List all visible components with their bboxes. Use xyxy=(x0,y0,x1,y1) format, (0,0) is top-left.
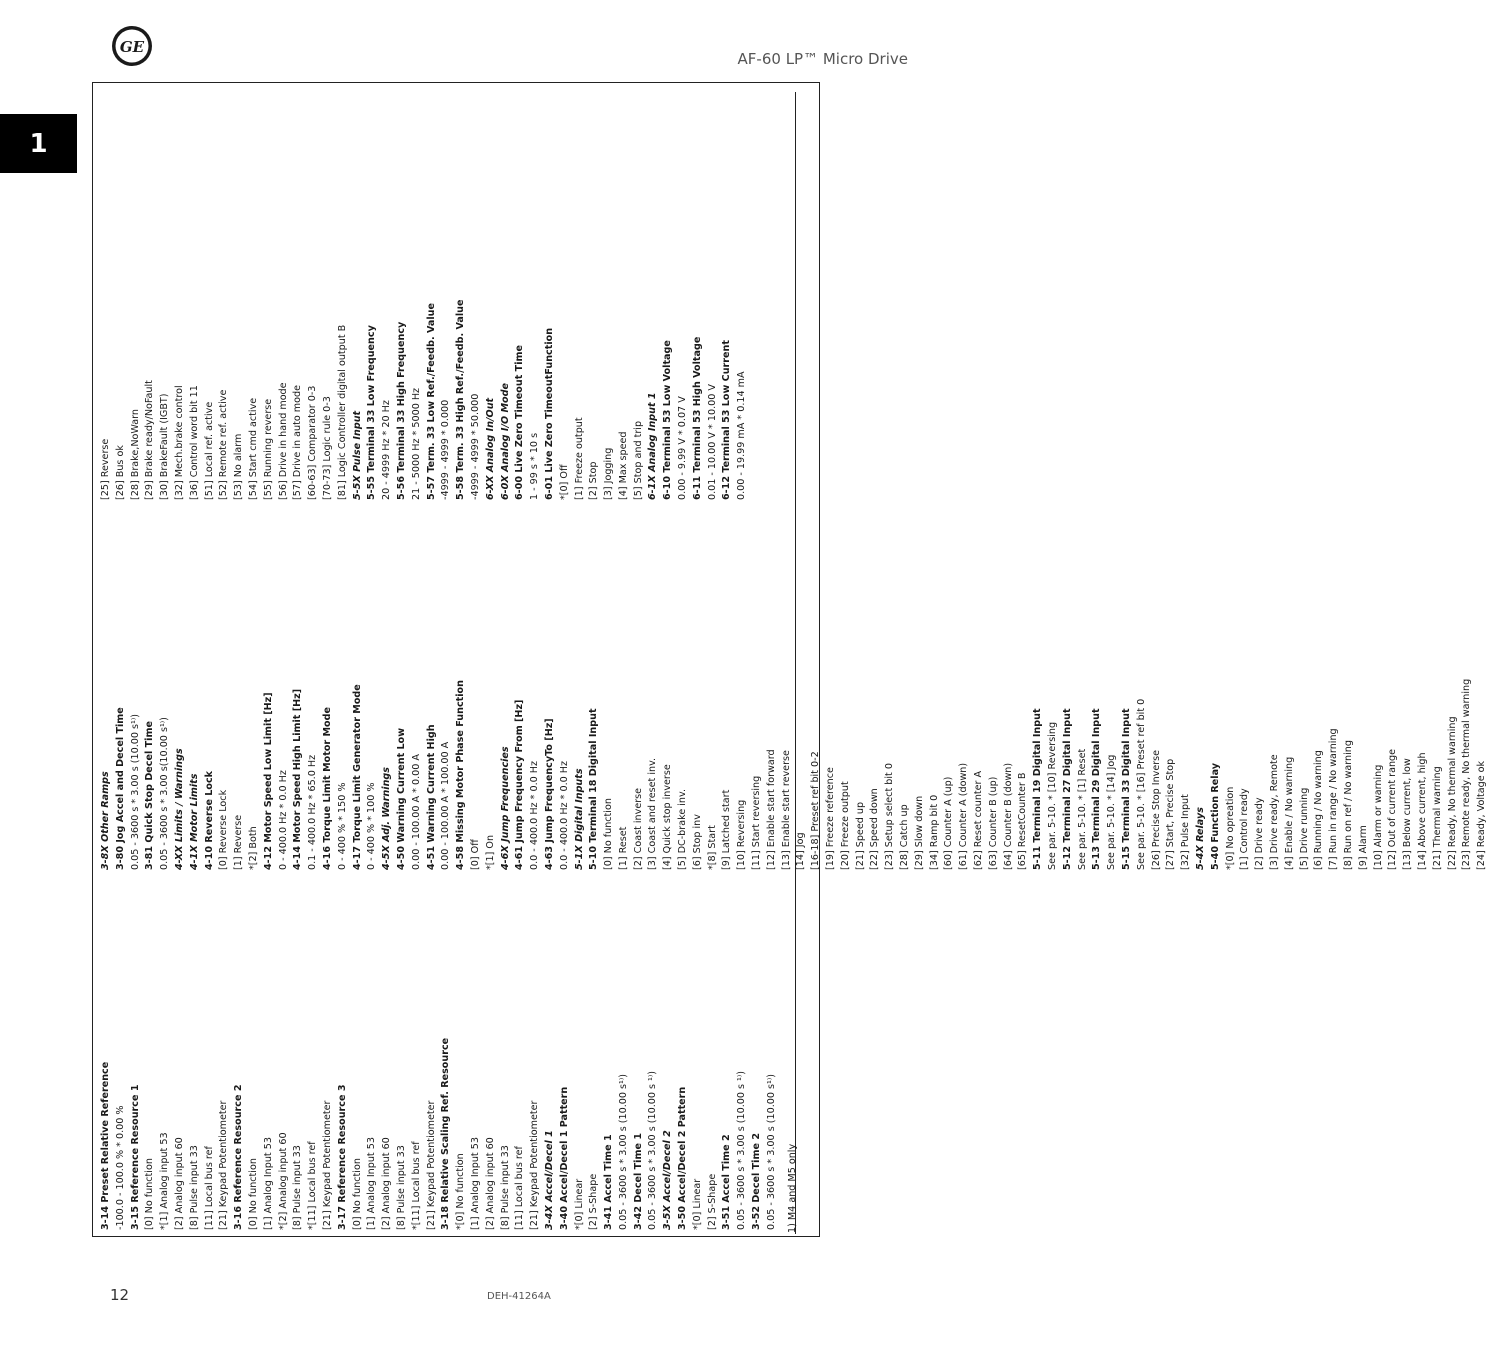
parameter-line: *[0] No function xyxy=(455,1153,467,1230)
parameter-line: -100.0 - 100.0 % * 0.00 % xyxy=(114,1105,126,1230)
parameter-heading: 5-40 Function Relay xyxy=(1209,762,1221,870)
parameter-heading: 3-52 Decel Time 2 xyxy=(751,1133,763,1230)
parameter-line: 0.0 - 400.0 Hz * 0.0 Hz xyxy=(558,760,570,870)
parameter-line: [13] Enable start reverse xyxy=(780,750,792,870)
parameter-heading: 3-17 Reference Resource 3 xyxy=(336,1084,348,1230)
parameter-line: [3] Jogging xyxy=(603,447,615,500)
parameter-line: [0] No function xyxy=(247,1158,259,1230)
parameter-line: 0.05 - 3600 s * 3.00 s (10.00 s¹⁾) xyxy=(129,714,141,870)
parameter-line: 1 - 99 s * 10 s xyxy=(529,432,541,500)
parameter-line: [3] Drive ready, Remote xyxy=(1268,754,1280,870)
parameter-line: [22] Speed down xyxy=(869,788,881,870)
parameter-line: [32] Mech.brake control xyxy=(173,385,185,500)
parameter-column-2 xyxy=(99,679,1490,870)
parameter-line: [21] Keypad Potentiometer xyxy=(321,1100,333,1230)
parameter-line: [28] Brake,NoWarn xyxy=(129,409,141,500)
parameter-line: 0.01 - 10.00 V * 10.00 V xyxy=(706,384,718,500)
parameter-heading: 3-41 Accel Time 1 xyxy=(603,1134,615,1230)
parameter-line: [61] Counter A (down) xyxy=(958,762,970,870)
parameter-heading: 4-12 Motor Speed Low Limit [Hz] xyxy=(262,692,274,870)
parameter-line: [10] Alarm or warning xyxy=(1372,764,1384,870)
parameter-line: *[0] Linear xyxy=(573,1178,585,1230)
parameter-line: [23] Remote ready, No thermal warning xyxy=(1461,678,1473,870)
parameter-line: [57] Drive in auto mode xyxy=(292,384,304,500)
parameter-line: [0] No function xyxy=(144,1158,156,1230)
parameter-line: 21 - 5000 Hz * 5000 Hz xyxy=(410,387,422,500)
parameter-heading: 5-13 Terminal 29 Digital Input xyxy=(1091,708,1103,870)
parameter-line: [63] Counter B (up) xyxy=(987,776,999,870)
parameter-line: [70-73] Logic rule 0-3 xyxy=(321,396,333,500)
parameter-line: [6] Running / No warning xyxy=(1313,750,1325,870)
parameter-line: *[11] Local bus ref xyxy=(410,1141,422,1230)
parameter-line: 0.0 - 400.0 Hz * 0.0 Hz xyxy=(529,760,541,870)
parameter-line: [7] Run in range / No warning xyxy=(1328,728,1340,870)
parameter-column-3 xyxy=(99,300,750,500)
parameter-heading: 4-50 Warning Current Low xyxy=(395,727,407,870)
parameter-line: [22] Ready, No thermal warning xyxy=(1446,716,1458,870)
parameter-heading: 4-16 Torque Limit Motor Mode xyxy=(321,707,333,870)
parameter-heading: 3-4X Accel/Decel 1 xyxy=(543,1130,555,1230)
parameter-heading: 4-5X Adj. Warnings xyxy=(381,766,393,870)
parameter-line: [21] Keypad Potentiometer xyxy=(218,1100,230,1230)
document-title: AF-60 LP™ Micro Drive xyxy=(737,50,908,68)
parameter-line: [51] Local ref. active xyxy=(203,401,215,500)
parameter-line: [56] Drive in hand mode xyxy=(277,382,289,500)
parameter-line: [8] Pulse input 33 xyxy=(395,1145,407,1230)
parameter-heading: 6-XX Analog In/Out xyxy=(484,397,496,500)
parameter-line: *[0] Linear xyxy=(691,1178,703,1230)
parameter-line: [8] Run on ref / No warning xyxy=(1342,740,1354,870)
parameter-line: [13] Below current, low xyxy=(1402,758,1414,870)
parameter-line: [1] Control ready xyxy=(1239,788,1251,870)
parameter-line: 0 - 400 % * 150 % xyxy=(336,782,348,870)
parameter-line: [5] DC-brake inv. xyxy=(677,789,689,870)
parameter-heading: 5-58 Term. 33 High Ref./Feedb. Value xyxy=(455,299,467,500)
parameter-line: [1] Analog Input 53 xyxy=(469,1137,481,1230)
parameter-line: [9] Latched start xyxy=(721,789,733,870)
parameter-line: [14] Above current, high xyxy=(1416,752,1428,870)
parameter-line: [55] Running reverse xyxy=(262,398,274,500)
parameter-line: [27] Start, Precise Stop xyxy=(1165,758,1177,870)
parameter-heading: 4-17 Torque Limit Generator Mode xyxy=(351,684,363,870)
parameter-line: *[2] Both xyxy=(247,826,259,870)
parameter-line: [4] Max speed xyxy=(617,431,629,500)
parameter-line: [8] Pulse input 33 xyxy=(499,1145,511,1230)
parameter-line: [30] BrakeFault (IGBT) xyxy=(159,393,171,500)
parameter-line: [29] Brake ready/NoFault xyxy=(144,380,156,500)
parameter-line: [24] Ready, Voltage ok xyxy=(1476,760,1488,870)
parameter-heading: 5-10 Terminal 18 Digital Input xyxy=(588,708,600,870)
parameter-heading: 5-11 Terminal 19 Digital Input xyxy=(1032,708,1044,870)
parameter-heading: 3-16 Reference Resource 2 xyxy=(233,1084,245,1230)
parameter-line: [12] Enable start forward xyxy=(765,749,777,870)
parameter-heading: 3-5X Accel/Decel 2 xyxy=(662,1130,674,1230)
parameter-heading: 3-14 Preset Relative Reference xyxy=(100,1061,111,1230)
parameter-heading: 3-18 Relative Scaling Ref. Resource xyxy=(440,1037,452,1230)
parameter-heading: 5-5X Pulse Input xyxy=(351,410,363,500)
parameter-line: [3] Coast and reset inv. xyxy=(647,757,659,870)
parameter-line: [2] Coast inverse xyxy=(632,787,644,870)
parameter-line: [81] Logic Controller digital output B xyxy=(336,324,348,500)
parameter-line: [54] Start cmd active xyxy=(247,397,259,500)
parameter-line: [60] Counter A (up) xyxy=(943,776,955,870)
parameter-line: [2] Analog input 60 xyxy=(484,1137,496,1230)
parameter-line: [1] Analog Input 53 xyxy=(262,1137,274,1230)
parameter-line: 20 - 4999 Hz * 20 Hz xyxy=(381,400,393,500)
parameter-line: [9] Alarm xyxy=(1357,825,1369,870)
ge-logo-icon xyxy=(110,24,154,68)
parameter-line: [64] Counter B (down) xyxy=(1002,762,1014,870)
parameter-heading: 4-XX Limits / Warnings xyxy=(173,748,185,870)
parameter-line: [0] No function xyxy=(351,1158,363,1230)
parameter-heading: 3-80 Jog Accel and Decel Time xyxy=(114,707,126,870)
parameter-line: [60-63] Comparator 0-3 xyxy=(307,385,319,500)
parameter-heading: 4-51 Warning Current High xyxy=(425,724,437,870)
parameter-heading: 5-55 Terminal 33 Low Frequency xyxy=(366,325,378,500)
parameter-line: [0] Reverse Lock xyxy=(218,789,230,870)
parameter-line: 0.00 - 100.00 A * 100.00 A xyxy=(440,741,452,870)
parameter-line: [19] Freeze reference xyxy=(825,767,837,870)
parameter-line: [0] No function xyxy=(603,798,615,870)
parameter-heading: 4-61 Jump Frequency From [Hz] xyxy=(514,699,526,870)
parameter-line: [25] Reverse xyxy=(100,438,111,500)
parameter-heading: 4-63 Jump FrequencyTo [Hz] xyxy=(543,718,555,870)
parameter-line: [11] Local bus ref xyxy=(203,1146,215,1230)
svg-text:GE: GE xyxy=(119,38,145,56)
parameter-line: *[11] Local bus ref xyxy=(307,1141,319,1230)
parameter-line: [1] Reverse xyxy=(233,814,245,870)
parameter-heading: 5-15 Terminal 33 Digital Input xyxy=(1120,708,1132,870)
parameter-line: [23] Setup select bit 0 xyxy=(884,763,896,870)
parameter-line: *[1] Analog input 53 xyxy=(159,1132,171,1230)
parameter-line: [14] Jog xyxy=(795,832,807,870)
parameter-line: 0.00 - 100.00 A * 0.00 A xyxy=(410,754,422,870)
parameter-line: [20] Freeze output xyxy=(839,781,851,870)
parameter-line: [32] Pulse Input xyxy=(1180,794,1192,870)
parameter-heading: 6-0X Analog I/O Mode xyxy=(499,383,511,500)
parameter-heading: 3-15 Reference Resource 1 xyxy=(129,1084,141,1230)
parameter-line: [11] Start reversing xyxy=(751,775,763,870)
parameter-line: [21] Keypad Potentiometer xyxy=(425,1100,437,1230)
parameter-line: See par. 5-10. * [14] Jog xyxy=(1106,754,1118,870)
parameter-line: 0.05 - 3600 s * 3.00 s(10.00 s¹⁾) xyxy=(159,717,171,870)
parameter-line: [5] Stop and trip xyxy=(632,420,644,500)
parameter-line: [4] Quick stop inverse xyxy=(662,764,674,870)
parameter-line: [10] Reversing xyxy=(736,799,748,870)
parameter-line: [0] Off xyxy=(469,839,481,870)
parameter-line: [5] Drive running xyxy=(1298,787,1310,870)
parameter-line: [16-18] Preset ref bit 0-2 xyxy=(810,751,822,870)
rotated-content xyxy=(97,103,1488,1233)
parameter-heading: 6-10 Terminal 53 Low Voltage xyxy=(662,340,674,500)
parameter-heading: 3-40 Accel/Decel 1 Pattern xyxy=(558,1086,570,1230)
parameter-line: [4] Enable / No warning xyxy=(1283,756,1295,870)
parameter-heading: 4-14 Motor Speed High Limit [Hz] xyxy=(292,688,304,870)
chapter-tab: 1 xyxy=(0,114,77,173)
parameter-heading: 3-50 Accel/Decel 2 Pattern xyxy=(677,1086,689,1230)
parameter-heading: 4-6X Jump Frequencies xyxy=(499,746,511,870)
footnote: 1) M4 and M5 only xyxy=(787,1143,798,1233)
parameter-line: [2] S-Shape xyxy=(588,1173,600,1230)
parameter-line: 0 - 400 % * 100 % xyxy=(366,782,378,870)
parameter-line: [6] Stop inv xyxy=(691,814,703,870)
parameter-line: [2] Drive ready xyxy=(1254,797,1266,870)
parameter-line: -4999 - 4999 * 0.000 xyxy=(440,399,452,500)
parameter-heading: 4-10 Reverse Lock xyxy=(203,770,215,870)
parameter-line: [36] Control word bit 11 xyxy=(188,385,200,500)
parameter-line: *[0] No opreation xyxy=(1224,786,1236,870)
parameter-line: [2] S-Shape xyxy=(706,1173,718,1230)
document-code: DEH-41264A xyxy=(487,1291,551,1302)
parameter-heading: 6-01 Live Zero TimeoutFunction xyxy=(543,327,555,500)
parameter-line: [21] Keypad Potentiometer xyxy=(529,1100,541,1230)
parameter-line: [1] Analog Input 53 xyxy=(366,1137,378,1230)
parameter-heading: 3-51 Accel Time 2 xyxy=(721,1134,733,1230)
parameter-line: [26] Precise Stop Inverse xyxy=(1150,749,1162,870)
parameter-heading: 5-1X Digital Inputs xyxy=(573,768,585,870)
parameter-line: [1] Freeze output xyxy=(573,417,585,500)
parameter-line: 0.05 - 3600 s * 3.00 s (10.00 s¹⁾) xyxy=(765,1074,777,1230)
parameter-heading: 3-81 Quick Stop Decel Time xyxy=(144,721,156,870)
parameter-line: [11] Local bus ref xyxy=(514,1146,526,1230)
parameter-line: 0 - 400.0 Hz * 0.0 Hz xyxy=(277,770,289,870)
parameter-line: 0.1 - 400.0 Hz * 65.0 Hz xyxy=(307,754,319,870)
page-number: 12 xyxy=(110,1286,130,1304)
parameter-line: [34] Ramp bit 0 xyxy=(928,794,940,870)
parameter-line: 0.05 - 3600 s * 3.00 s (10.00 s ¹⁾) xyxy=(736,1071,748,1230)
parameter-heading: 5-12 Terminal 27 Digital Input xyxy=(1061,708,1073,870)
parameter-line: [8] Pulse input 33 xyxy=(188,1145,200,1230)
parameter-line: [21] Thermal warning xyxy=(1431,766,1443,870)
parameter-line: [8] Pulse input 33 xyxy=(292,1145,304,1230)
parameter-heading: 6-12 Terminal 53 Low Current xyxy=(721,340,733,500)
parameter-line: -4999 - 4999 * 50.000 xyxy=(469,393,481,500)
parameter-line: [28] Catch up xyxy=(899,804,911,870)
parameter-line: [29] Slow down xyxy=(913,795,925,870)
parameter-heading: 5-56 Terminal 33 High Frequency xyxy=(395,321,407,500)
parameter-line: 0.00 - 9.99 V * 0.07 V xyxy=(677,396,689,500)
parameter-line: [65] ResetCounter B xyxy=(1017,772,1029,870)
parameter-line: [62] Reset counter A xyxy=(973,770,985,870)
parameter-line: [1] Reset xyxy=(617,826,629,870)
parameter-line: See par. 5-10. * [10] Reversing xyxy=(1047,721,1058,870)
parameter-line: *[8] Start xyxy=(706,825,718,870)
parameter-heading: 6-00 Live Zero Timeout Time xyxy=(514,345,526,500)
parameter-line: 0.00 - 19.99 mA * 0.14 mA xyxy=(736,371,748,500)
parameter-line: [26] Bus ok xyxy=(114,445,126,500)
parameter-line: [2] Analog input 60 xyxy=(381,1137,393,1230)
parameter-line: *[2] Analog input 60 xyxy=(277,1132,289,1230)
parameter-heading: 3-8X Other Ramps xyxy=(100,771,111,870)
parameter-heading: 5-57 Term. 33 Low Ref./Feedb. Value xyxy=(425,302,437,500)
parameter-line: See par. 5-10. * [1] Reset xyxy=(1076,748,1088,870)
parameter-line: [2] Analog input 60 xyxy=(173,1137,185,1230)
parameter-heading: 4-58 Missing Motor Phase Function xyxy=(455,680,467,870)
parameter-heading: 5-4X Relays xyxy=(1194,807,1206,870)
parameter-line: [12] Out of current range xyxy=(1387,748,1399,870)
parameter-heading: 6-1X Analog Input 1 xyxy=(647,392,659,500)
parameter-line: [2] Stop xyxy=(588,461,600,500)
parameter-line: See par. 5-10. * [16] Preset ref bit 0 xyxy=(1135,698,1147,870)
parameter-line: [53] No alarm xyxy=(233,433,245,500)
parameter-line: 0.05 - 3600 s * 3.00 s (10.00 s¹⁾) xyxy=(617,1074,629,1230)
parameter-line: 0.05 - 3600 s * 3.00 s (10.00 s ¹⁾) xyxy=(647,1071,659,1230)
parameter-line: *[1] On xyxy=(484,834,496,870)
parameter-heading: 6-11 Terminal 53 High Voltage xyxy=(691,336,703,500)
parameter-heading: 4-1X Motor Limits xyxy=(188,773,200,870)
parameter-column-1 xyxy=(99,1038,780,1230)
parameter-heading: 3-42 Decel Time 1 xyxy=(632,1133,644,1230)
parameter-line: *[0] Off xyxy=(558,464,570,500)
parameter-line: [21] Speed up xyxy=(854,801,866,870)
parameter-line: [52] Remote ref. active xyxy=(218,389,230,500)
